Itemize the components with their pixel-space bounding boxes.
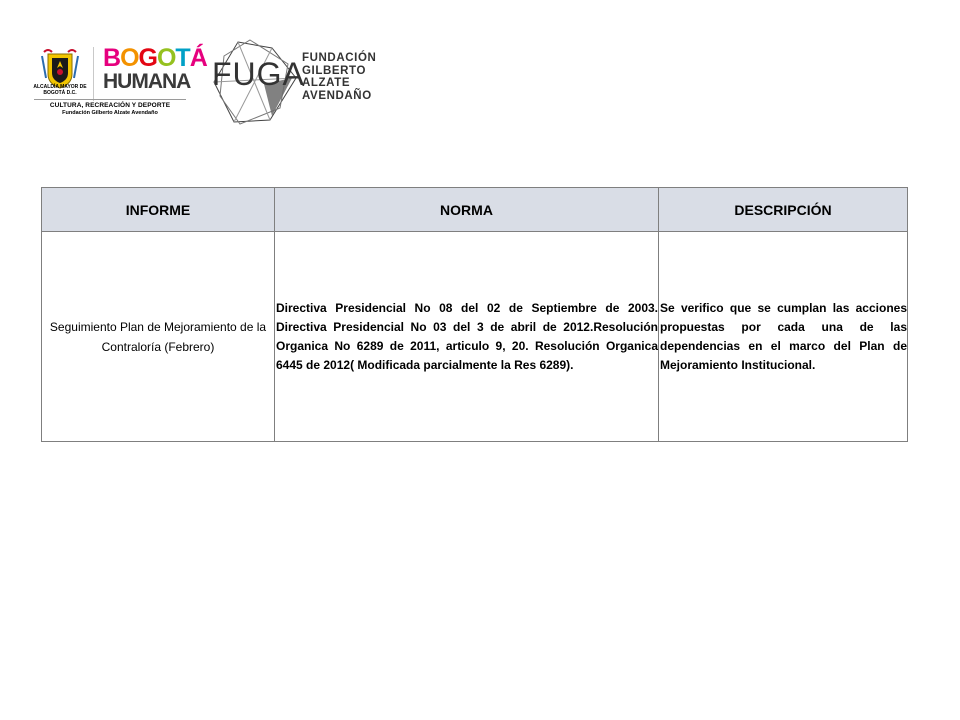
- norma-text: Directiva Presidencial No 08 del 02 de Septiembre de 2003. Directiva Presidencial No 03 del 3 de abril de 2012.Resolución Organica No 6289 de 2011, articulo 9, 20. Resolución Organica 6445 de 2012( Modificada parcialmente la Res 6289).: [276, 300, 658, 372]
- band-line-2: Fundación Gilberto Alzate Avendaño: [62, 110, 158, 116]
- cell-informe: [42, 232, 275, 442]
- report-table: [41, 187, 908, 442]
- fuga-name-line: FUNDACIÓN: [302, 52, 377, 64]
- bogota-logo-text: [103, 45, 207, 71]
- table-header-row: [42, 188, 908, 232]
- fuga-logo-text: FUGA: [212, 56, 305, 92]
- table-row: [42, 232, 908, 442]
- band-line-1: CULTURA, RECREACIÓN Y DEPORTE: [49, 102, 171, 109]
- bogota-letter: O: [120, 44, 139, 72]
- fuga-name: [302, 52, 376, 102]
- bogota-letter: O: [156, 44, 176, 72]
- descripcion-text: Se verifico que se cumplan las acciones propuestas por cada una de las dependencias en el marco del Plan de Mejoramiento Institucional.: [660, 300, 907, 372]
- humana-logo-text: HUMANA: [103, 70, 191, 93]
- escudo-caption: ALCALDÍA MAYOR DE BOGOTÁ D.C.: [33, 84, 87, 96]
- logo-divider: [93, 47, 94, 101]
- bogota-letter: T: [175, 44, 190, 72]
- logo-band: [34, 99, 186, 118]
- header-norma: NORMA: [275, 188, 659, 232]
- header-informe: INFORME: [42, 188, 275, 232]
- fuga-name-line: ALZATE: [302, 77, 351, 89]
- fuga-name-line: AVENDAÑO: [302, 89, 372, 102]
- informe-text: Seguimiento Plan de Mejoramiento de la Contraloría (Febrero): [49, 319, 267, 354]
- fuga-name-line: GILBERTO: [302, 64, 367, 77]
- cell-norma: [275, 232, 659, 442]
- header-descripcion: DESCRIPCIÓN: [659, 188, 908, 232]
- bogota-letter: Á: [189, 44, 207, 72]
- bogota-letter: G: [138, 44, 157, 72]
- cell-descripcion: [659, 232, 908, 442]
- bogota-letter: B: [103, 44, 121, 72]
